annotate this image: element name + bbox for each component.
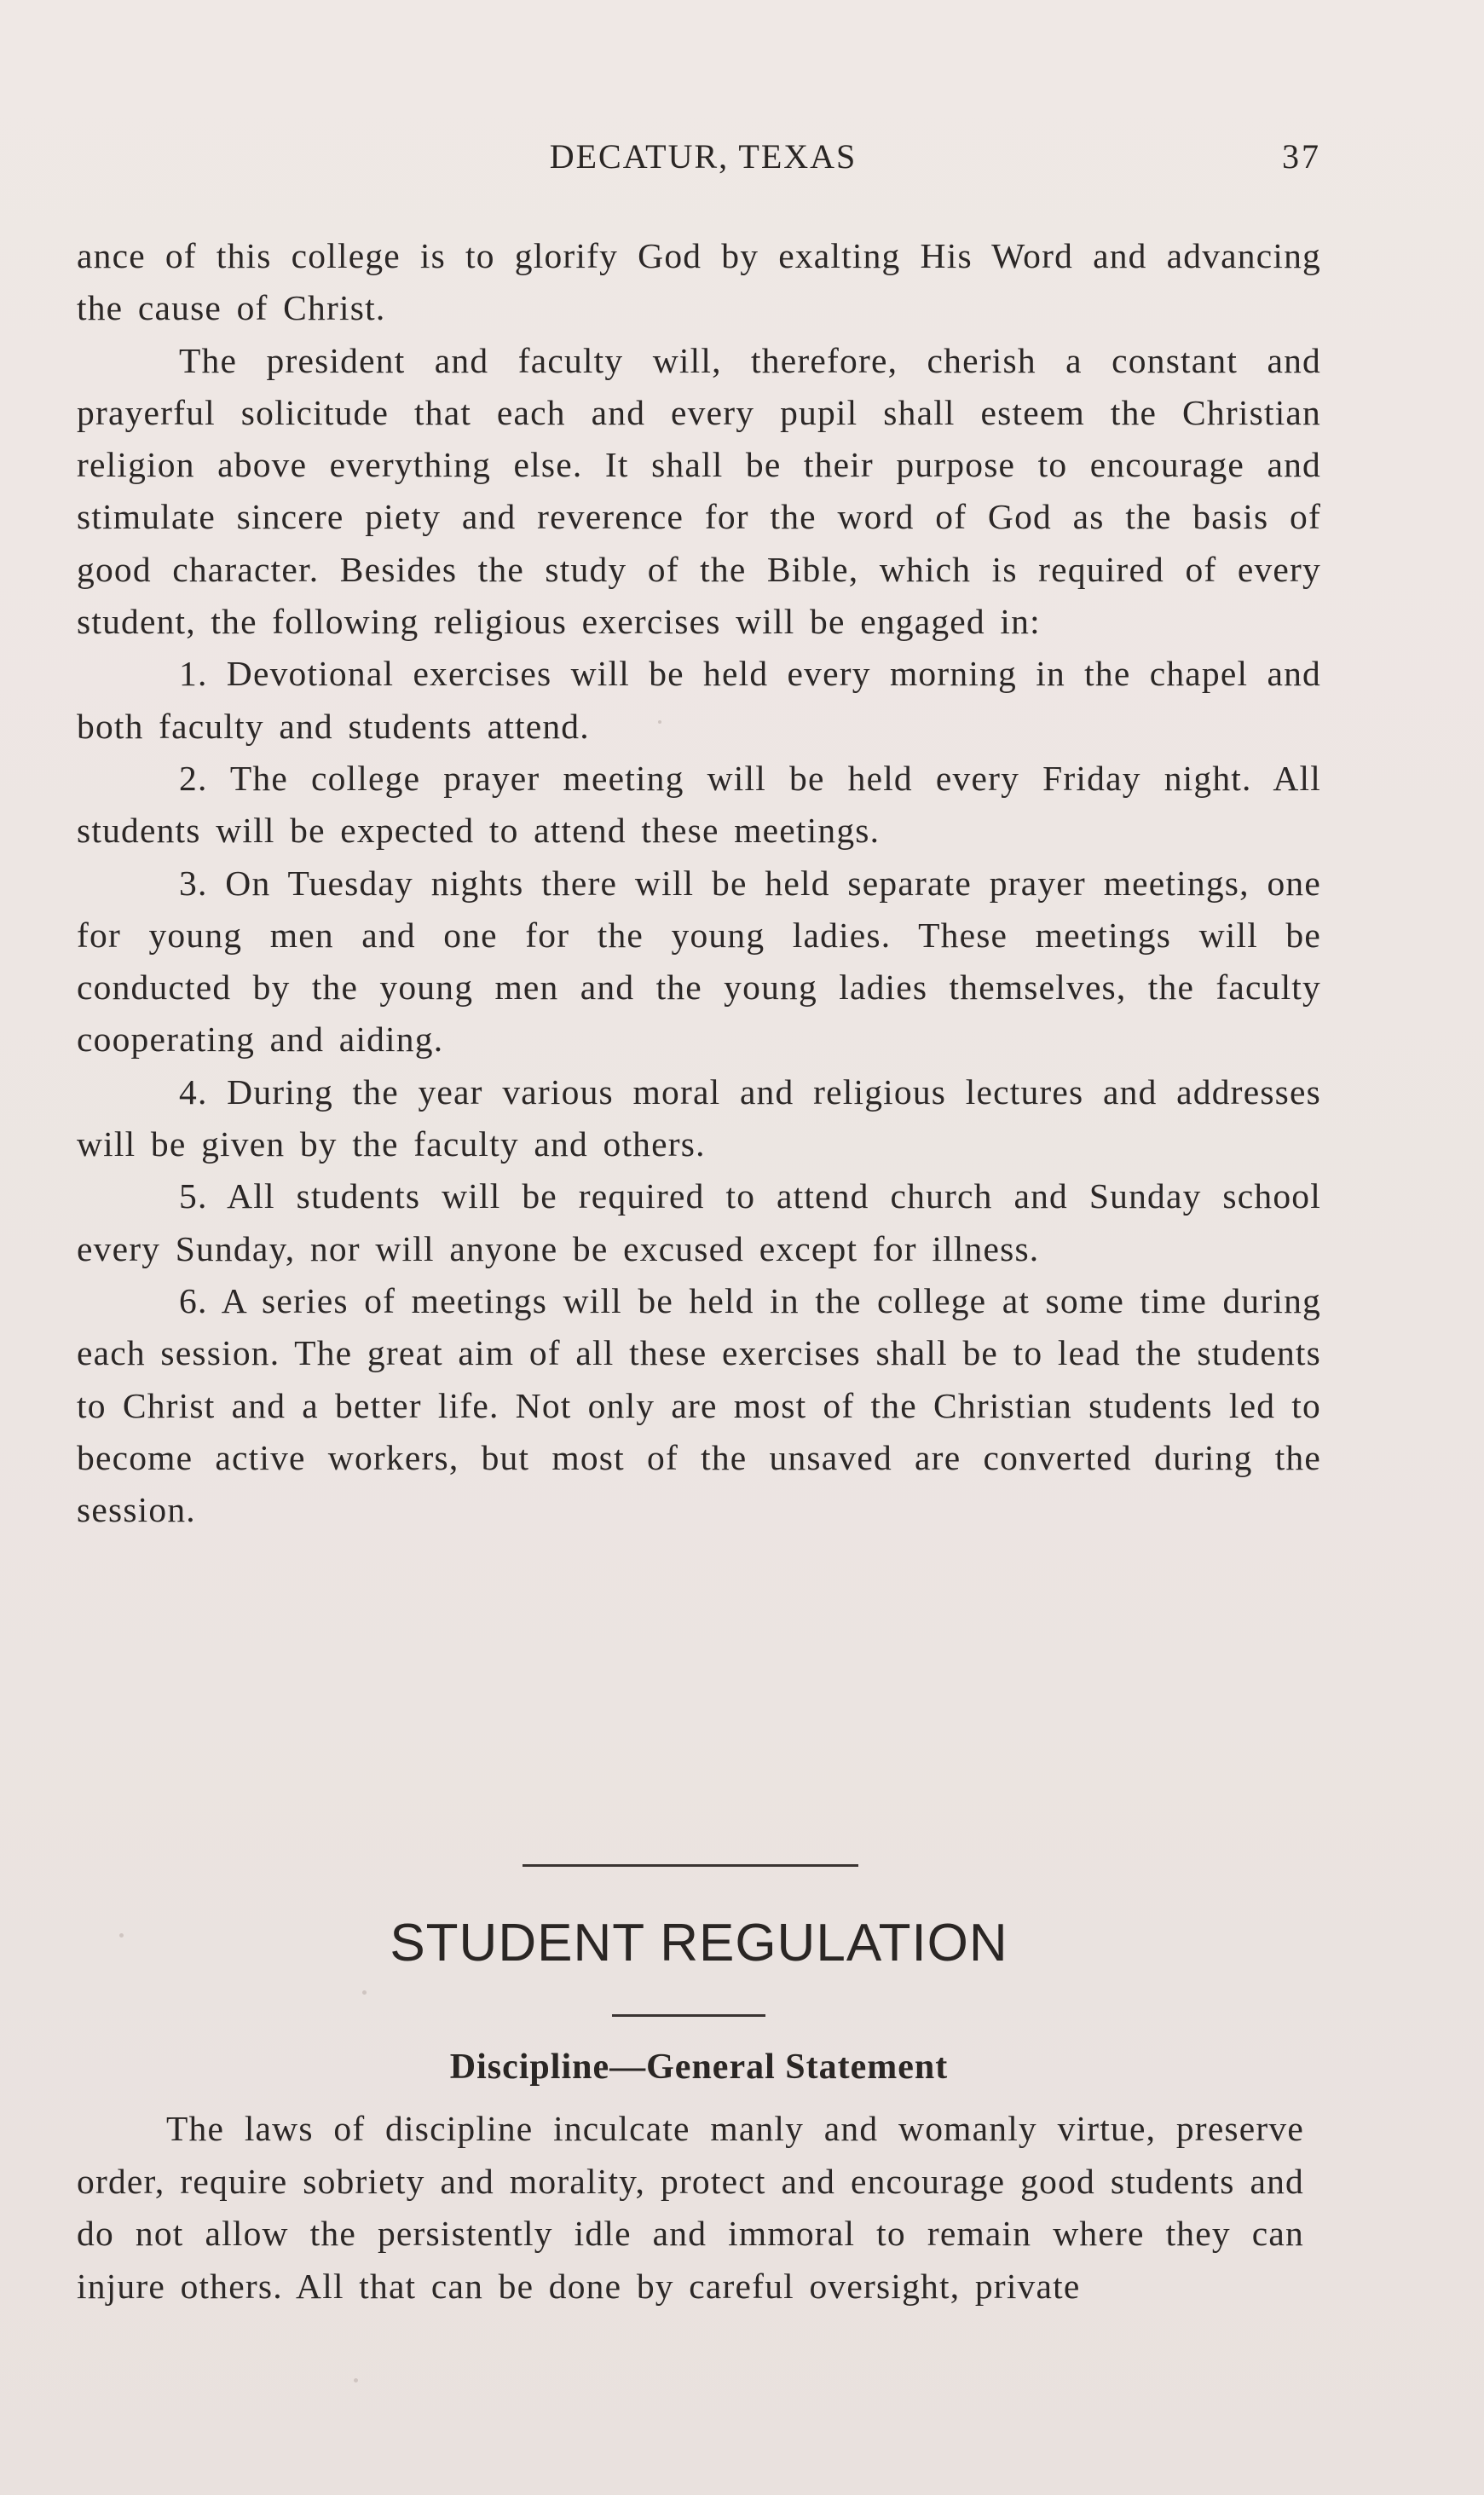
discipline-text [77, 2103, 1304, 2313]
section-heading: STUDENT REGULATION [390, 1914, 1008, 1972]
list-item-tuesday-meetings: 3. On Tuesday nights there will be held separate prayer meetings, one for young men and one for the young ladies. These meetings will be conducted by the young men and the young ladies themselves, the faculty cooperating and aiding. [77, 863, 1321, 1060]
paper-speck [354, 2378, 358, 2382]
list-item-prayer-meeting: 2. The college prayer meeting will be held every Friday night. All students will be expected to attend these meetings. [77, 758, 1321, 851]
paper-speck [362, 1990, 367, 1995]
paragraph-discipline: The laws of discipline inculcate manly and womanly virtue, preserve order, require sobriety and morality, protect and encourage good students and do not allow the persistently idle and immoral to remain where they can injure others. All that can be done by careful oversight, private [77, 2109, 1304, 2306]
section-divider [523, 1864, 858, 1867]
list-item-lectures: 4. During the year various moral and religious lectures and addresses will be given by the faculty and others. [77, 1071, 1321, 1164]
paragraph-religious-life: The president and faculty will, therefore, cherish a constant and prayerful solicitude that each and every pupil shall esteem the Christian religion above everything else. It shall be their purpose to encourage and stimulate sincere piety and reverence for the word of God as the basis of good character. Besides the study of the Bible, which is required of every student, the following religious exercises will be engaged in: [77, 340, 1321, 642]
paper-speck [119, 1933, 124, 1938]
paragraph-continuation: ance of this college is to glorify God by exalting His Word and advancing the cause of Christ. [77, 236, 1321, 328]
list-item-series-meetings: 6. A series of meetings will be held in the college at some time during each session. The great aim of all these exercises shall be to lead the students to Christ and a better life. Not only are most of the Christian students led to become active workers, but most of the unsaved are converted during the session. [77, 1280, 1321, 1530]
paper-speck [658, 720, 661, 724]
body-text [77, 230, 1321, 1536]
list-item-church: 5. All students will be required to attend church and Sunday school every Sunday, nor will anyone be excused except for illness. [77, 1176, 1321, 1268]
list-item-devotional: 1. Devotional exercises will be held every morning in the chapel and both faculty and students attend. [77, 654, 1321, 746]
running-head [77, 136, 1321, 179]
page-number: 37 [1282, 137, 1321, 176]
sub-heading: Discipline—General Statement [449, 2047, 949, 2087]
running-head-title: DECATUR, TEXAS [549, 137, 857, 176]
heading-underline [612, 2014, 765, 2017]
